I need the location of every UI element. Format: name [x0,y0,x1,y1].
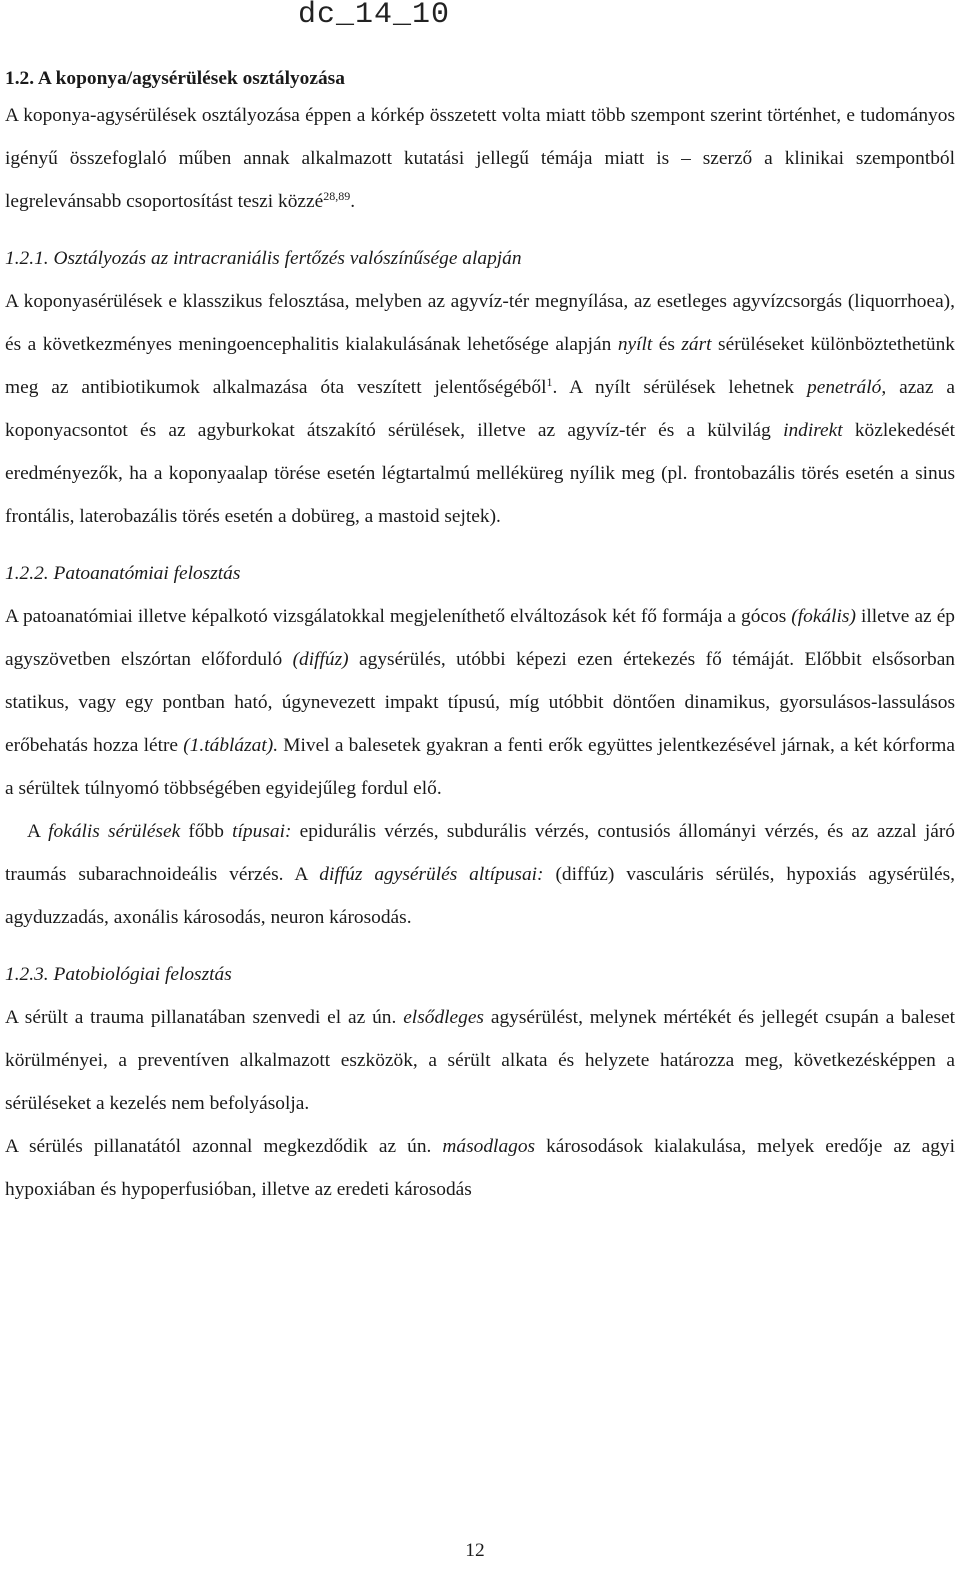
italic-term: nyílt [617,334,653,355]
text-run: A sérült a trauma pillanatában szenvedi el az ún. [5,1007,404,1028]
text-run: főbb [180,821,233,842]
text-run: és [652,334,682,355]
subsection-1-paragraph [5,280,955,538]
italic-term: másodlagos [442,1136,536,1157]
italic-term: diffúz agysérülés altípusai: [319,864,544,885]
text-run: . A nyílt sérülések lehetnek [552,377,808,398]
subsection-heading-1: 1.2.1. Osztályozás az intracraniális fertőzés valószínűsége alapján [5,248,522,269]
subsection-3-paragraph-2 [5,1125,955,1211]
reference-superscript: 28,89 [323,189,351,203]
subsection-3-paragraph-1 [5,996,955,1125]
text-run: A koponyasérülések e klasszikus felosztása, melyben az agyvíz-tér megnyílása, az esetleges agyvízcsorgás (liquorrhoea), és a következményes meningoencephalitis kialakulásának lehetősége alapján [5,291,955,355]
subsection-heading-3: 1.2.3. Patobiológiai felosztás [5,964,232,985]
text-run: illetve az ép agyszövetben elszórtan előforduló [5,606,955,670]
text-run: sérüléseket különböztethetünk meg az antibiotikumok alkalmazása óta veszített jelentőségéből [5,334,955,398]
italic-term: (diffúz) [292,649,349,670]
text-run: agysérülést, melynek mértékét és jellegét csupán a baleset körülményei, a preventíven alkalmazott eszközök, a sérült alkata és helyzete határozza meg, következésképpen a sérüléseket a kezelés nem befolyásolja. [5,1007,956,1114]
page-number: 12 [465,1540,485,1561]
section-intro-paragraph [5,94,955,223]
text-run: (diffúz) vasculáris sérülés, hypoxiás agysérülés, agyduzzadás, axonális károsodás, neuron károsodás. [5,864,956,928]
text-run: A sérülés pillanatától azonnal megkezdődik az ún. [5,1136,443,1157]
page-content [5,64,955,1211]
text-run: közlekedését eredményezők, ha a koponyaalap törése esetén légtartalmú melléküreg nyílik meg (pl. frontobazális törés esetén a sinus frontális, laterobazális törés esetén a dobüreg, a mastoid sejtek). [5,420,955,527]
italic-term: (1.táblázat). [183,735,279,756]
italic-term: fokális sérülések [48,821,181,842]
italic-term: típusai: [232,821,292,842]
text-run: károsodások kialakulása, melyek eredője az agyi hypoxiában és hypoperfusióban, illetve az eredeti károsodás [5,1136,955,1200]
document-code-header: dc_14_10 [298,0,451,32]
text-run: A koponya-agysérülések osztályozása éppen a kórkép összetett volta miatt több szempont szerint történhet, e tudományos igényű összefoglaló műben annak alkalmazott kutatási jellegű témája miatt is – szerző a klinikai szempontból legrelevánsabb csoportosítást teszi közzé [5,105,955,212]
italic-term: (fokális) [791,606,856,627]
text-run: A [27,821,49,842]
reference-superscript: 1 [546,375,553,389]
text-run: , azaz a koponyacsontot és az agyburkokat átszakító sérülések, illetve az agyvíz-tér és a külvilág [5,377,956,441]
italic-term: elsődleges [403,1007,484,1028]
subsection-2-paragraph-2 [5,810,955,939]
italic-term: zárt [681,334,712,355]
text-run: Mivel a balesetek gyakran a fenti erők együttes jelentkezésével járnak, a két kórforma a sérültek túlnyomó többségében egyidejűleg fordul elő. [5,735,955,799]
italic-term: penetráló [807,377,882,398]
text-run: A patoanatómiai illetve képalkotó vizsgálatokkal megjeleníthető elváltozások két fő formája a gócos [5,606,792,627]
text-run: . [350,191,356,212]
text-run: agysérülés, utóbbi képezi ezen értekezés fő témáját. Előbbit elsősorban statikus, vagy egy pontban ható, úgynevezett impakt típusú, míg utóbbit döntően dinamikus, gyorsulásos-lassulásos erőbehatás hozza létre [5,649,955,756]
italic-term: indirekt [783,420,843,441]
section-heading: 1.2. A koponya/agysérülések osztályozása [5,68,345,89]
subsection-2-paragraph-1 [5,595,955,810]
text-run: epidurális vérzés, subdurális vérzés, contusiós állományi vérzés, és az azzal járó traumás subarachnoideális vérzés. A [5,821,956,885]
subsection-heading-2: 1.2.2. Patoanatómiai felosztás [5,563,241,584]
